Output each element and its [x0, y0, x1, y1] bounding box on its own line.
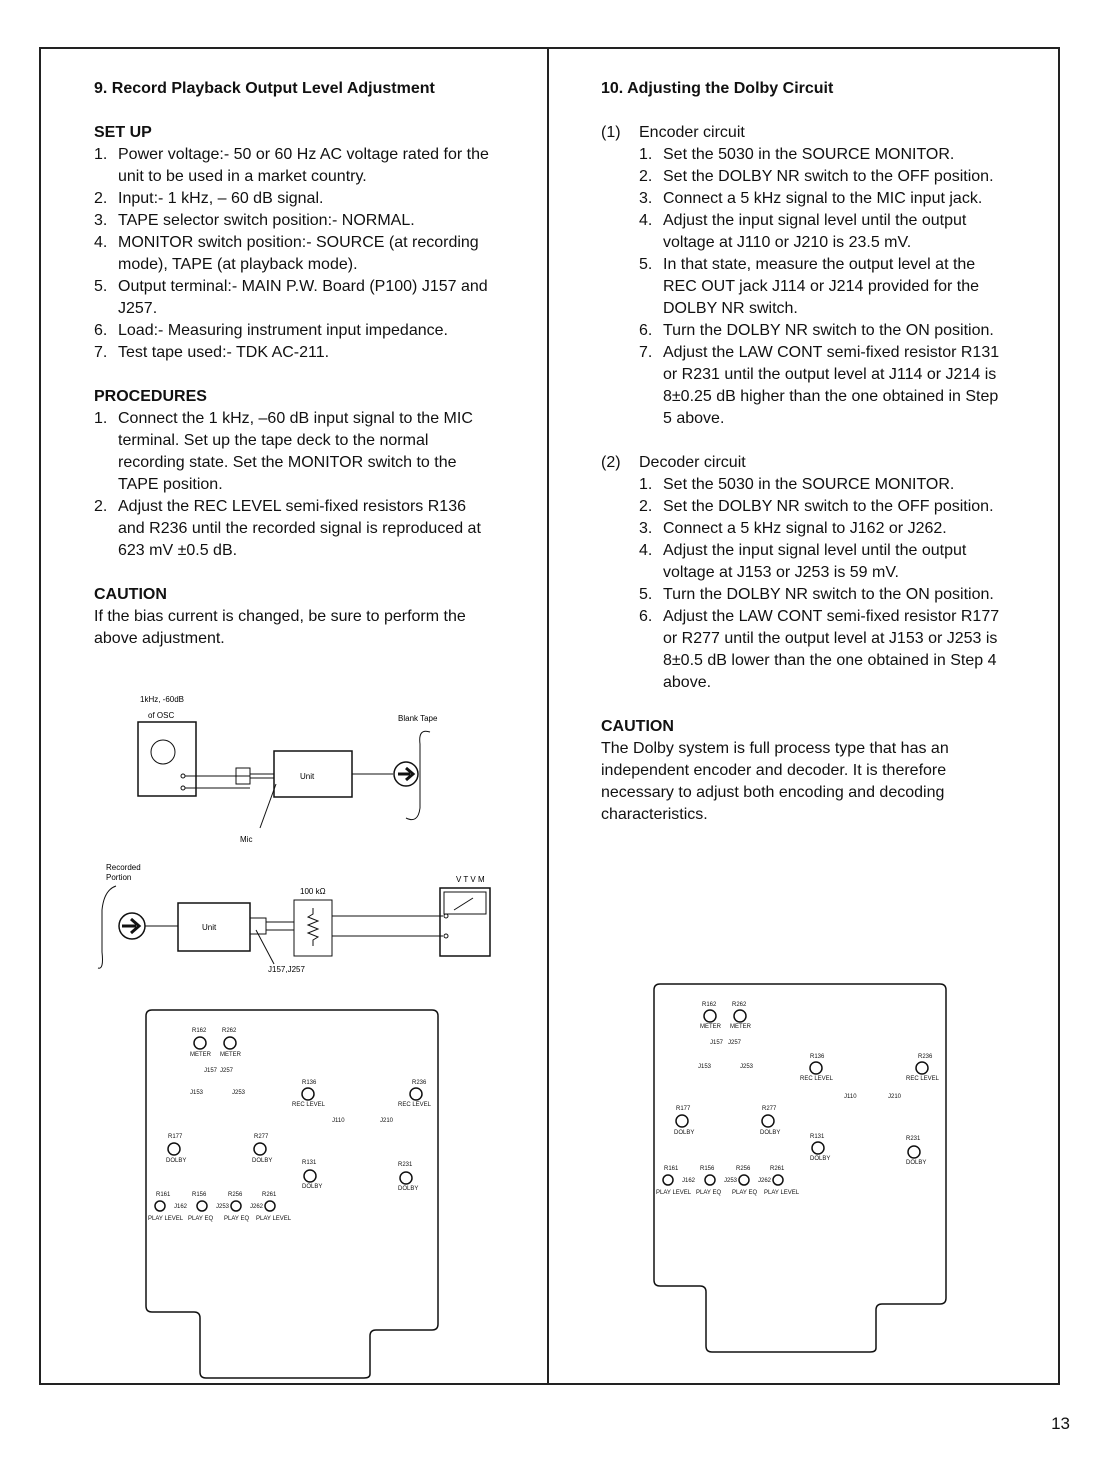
list-item: 4. Adjust the input signal level until the output voltage at J110 or J210 is 23.5 mV. — [639, 212, 967, 251]
list-item: 4. Adjust the input signal level until the output voltage at J153 or J253 is 59 mV. — [639, 542, 967, 581]
unit-label-2: Unit — [202, 923, 217, 932]
svg-text:R177: R177 — [676, 1106, 691, 1112]
list-item: 6. Turn the DOLBY NR switch to the ON position. — [639, 322, 994, 339]
svg-text:J210: J210 — [380, 1118, 394, 1124]
svg-text:R131: R131 — [302, 1160, 317, 1166]
list-item: 4. MONITOR switch position:- SOURCE (at recording mode), TAPE (at playback mode). — [94, 234, 479, 273]
svg-text:R262: R262 — [732, 1002, 747, 1008]
section-9-title: 9. Record Playback Output Level Adjustment — [94, 80, 435, 97]
svg-text:J110: J110 — [332, 1118, 345, 1124]
svg-text:J110: J110 — [844, 1094, 857, 1100]
list-item: 1. Connect the 1 kHz, –60 dB input signal to the MIC terminal. Set up the tape deck to the normal recording state. Set the MONITOR switch to the TAPE position. — [94, 410, 473, 493]
setup-heading: SET UP — [94, 124, 152, 141]
svg-text:J162: J162 — [682, 1178, 696, 1184]
procedures-heading: PROCEDURES — [94, 388, 207, 405]
svg-text:DOLBY: DOLBY — [906, 1160, 927, 1166]
svg-text:J253: J253 — [232, 1090, 246, 1096]
svg-text:J157: J157 — [710, 1040, 724, 1046]
svg-text:R161: R161 — [664, 1166, 679, 1172]
svg-text:R277: R277 — [254, 1134, 269, 1140]
svg-text:DOLBY: DOLBY — [760, 1130, 781, 1136]
svg-text:PLAY EQ: PLAY EQ — [732, 1190, 758, 1196]
mic-label: Mic — [240, 835, 253, 844]
list-item: 2. Set the DOLBY NR switch to the OFF position. — [639, 498, 994, 515]
encoder-list — [639, 144, 1003, 430]
list-item: 5. Output terminal:- MAIN P.W. Board (P100) J157 and J257. — [94, 278, 488, 317]
list-item: 1. Set the 5030 in the SOURCE MONITOR. — [639, 146, 955, 163]
svg-text:R277: R277 — [762, 1106, 777, 1112]
oscillator-box — [138, 722, 196, 796]
svg-text:R136: R136 — [810, 1054, 825, 1060]
column-divider — [547, 47, 549, 1385]
pcb-layout-left — [144, 1006, 440, 1382]
list-item: 6. Adjust the LAW CONT semi-fixed resistor R177 or R277 until the output level at J153 or J253 is 8±0.5 dB lower than the one obtained in Step 4 above. — [639, 608, 1000, 691]
svg-text:PLAY LEVEL: PLAY LEVEL — [256, 1216, 292, 1222]
section-10-title: 10. Adjusting the Dolby Circuit — [601, 80, 834, 97]
recorded-label-1: Recorded — [106, 863, 141, 872]
list-item: 2. Input:- 1 kHz, – 60 dB signal. — [94, 190, 324, 207]
record-setup-diagram — [100, 688, 480, 848]
svg-text:J210: J210 — [888, 1094, 902, 1100]
svg-text:R231: R231 — [398, 1162, 413, 1168]
svg-text:METER: METER — [700, 1024, 721, 1030]
decoder-heading: (2) Decoder circuit — [601, 454, 746, 471]
svg-text:R261: R261 — [262, 1192, 277, 1198]
playback-measure-diagram — [88, 860, 493, 980]
setup-list — [94, 144, 494, 364]
list-item: 6. Load:- Measuring instrument input impedance. — [94, 322, 448, 339]
list-item: 1. Set the 5030 in the SOURCE MONITOR. — [639, 476, 955, 493]
resistor-label: 100 kΩ — [300, 887, 326, 896]
svg-text:J162: J162 — [174, 1204, 188, 1210]
svg-text:R236: R236 — [918, 1054, 933, 1060]
svg-text:J153: J153 — [190, 1090, 204, 1096]
svg-text:PLAY EQ: PLAY EQ — [696, 1190, 722, 1196]
list-item: 3. TAPE selector switch position:- NORMAL. — [94, 212, 415, 229]
svg-text:R261: R261 — [770, 1166, 785, 1172]
svg-text:J153: J153 — [698, 1064, 712, 1070]
osc-label-1: 1kHz, -60dB — [140, 695, 185, 704]
left-column — [94, 78, 494, 650]
svg-text:J257: J257 — [220, 1068, 234, 1074]
svg-text:R256: R256 — [736, 1166, 751, 1172]
page-number: 13 — [1051, 1414, 1070, 1433]
svg-text:DOLBY: DOLBY — [810, 1156, 831, 1162]
svg-text:J157: J157 — [204, 1068, 218, 1074]
jacks-label: J157,J257 — [268, 965, 305, 974]
vtvm-label: V T V M — [456, 875, 485, 884]
unit-label: Unit — [300, 772, 315, 781]
decoder-list — [639, 474, 1003, 694]
svg-text:R256: R256 — [228, 1192, 243, 1198]
svg-text:R231: R231 — [906, 1136, 921, 1142]
svg-text:R156: R156 — [700, 1166, 715, 1172]
list-item: 3. Connect a 5 kHz signal to J162 or J262. — [639, 520, 947, 537]
right-column — [601, 78, 1003, 826]
svg-text:J253: J253 — [216, 1204, 230, 1210]
list-item: 5. In that state, measure the output level at the REC OUT jack J114 or J214 provided for the DOLBY NR switch. — [639, 256, 979, 317]
list-item: 3. Connect a 5 kHz signal to the MIC input jack. — [639, 190, 983, 207]
svg-text:R161: R161 — [156, 1192, 171, 1198]
list-item: 2. Adjust the REC LEVEL semi-fixed resistors R136 and R236 until the recorded signal is reproduced at 623 mV ±0.5 dB. — [94, 498, 481, 559]
svg-text:R162: R162 — [702, 1002, 717, 1008]
svg-text:METER: METER — [730, 1024, 751, 1030]
svg-text:PLAY LEVEL: PLAY LEVEL — [764, 1190, 800, 1196]
svg-text:REC LEVEL: REC LEVEL — [906, 1076, 940, 1082]
svg-text:REC LEVEL: REC LEVEL — [800, 1076, 834, 1082]
list-item: 2. Set the DOLBY NR switch to the OFF position. — [639, 168, 994, 185]
list-item: 5. Turn the DOLBY NR switch to the ON position. — [639, 586, 994, 603]
list-item: 7. Test tape used:- TDK AC-211. — [94, 344, 330, 361]
svg-text:DOLBY: DOLBY — [166, 1158, 187, 1164]
list-item: 7. Adjust the LAW CONT semi-fixed resistor R131 or R231 until the output level at J114 or J214 is 8±0.25 dB higher than the one obtained in Step 5 above. — [639, 344, 1000, 427]
svg-text:J262: J262 — [758, 1178, 772, 1184]
svg-text:R136: R136 — [302, 1080, 317, 1086]
svg-text:REC LEVEL: REC LEVEL — [398, 1102, 432, 1108]
caution-text: If the bias current is changed, be sure to perform the above adjustment. — [94, 608, 466, 647]
caution-heading-2: CAUTION — [601, 718, 674, 735]
svg-text:R262: R262 — [222, 1028, 237, 1034]
svg-text:PLAY LEVEL: PLAY LEVEL — [656, 1190, 692, 1196]
svg-text:METER: METER — [190, 1052, 211, 1058]
svg-text:PLAY EQ: PLAY EQ — [188, 1216, 214, 1222]
encoder-heading: (1) Encoder circuit — [601, 124, 745, 141]
list-item: 1. Power voltage:- 50 or 60 Hz AC voltage rated for the unit to be used in a market country. — [94, 146, 489, 185]
svg-text:J262: J262 — [250, 1204, 264, 1210]
svg-text:R177: R177 — [168, 1134, 183, 1140]
svg-text:PLAY LEVEL: PLAY LEVEL — [148, 1216, 184, 1222]
caution-text-2: The Dolby system is full process type that has an independent encoder and decoder. It is therefore necessary to adjust both encoding and decoding characteristics. — [601, 740, 949, 823]
procedures-list — [94, 408, 494, 562]
svg-text:DOLBY: DOLBY — [674, 1130, 695, 1136]
svg-text:METER: METER — [220, 1052, 241, 1058]
vtvm-box — [440, 888, 490, 956]
svg-text:J253: J253 — [740, 1064, 754, 1070]
recorded-label-2: Portion — [106, 873, 132, 882]
tape-label: Blank Tape — [398, 714, 438, 723]
pcb-layout-right — [652, 982, 950, 1356]
svg-text:R236: R236 — [412, 1080, 427, 1086]
svg-text:R131: R131 — [810, 1134, 825, 1140]
svg-text:J253: J253 — [724, 1178, 738, 1184]
svg-text:DOLBY: DOLBY — [398, 1186, 419, 1192]
oscillator-dial — [151, 740, 175, 764]
caution-heading: CAUTION — [94, 586, 167, 603]
osc-label-2: of OSC — [148, 711, 175, 720]
svg-text:REC LEVEL: REC LEVEL — [292, 1102, 326, 1108]
svg-text:DOLBY: DOLBY — [252, 1158, 273, 1164]
svg-text:R162: R162 — [192, 1028, 207, 1034]
svg-text:R156: R156 — [192, 1192, 207, 1198]
svg-text:PLAY EQ: PLAY EQ — [224, 1216, 250, 1222]
svg-text:J257: J257 — [728, 1040, 742, 1046]
svg-text:DOLBY: DOLBY — [302, 1184, 323, 1190]
